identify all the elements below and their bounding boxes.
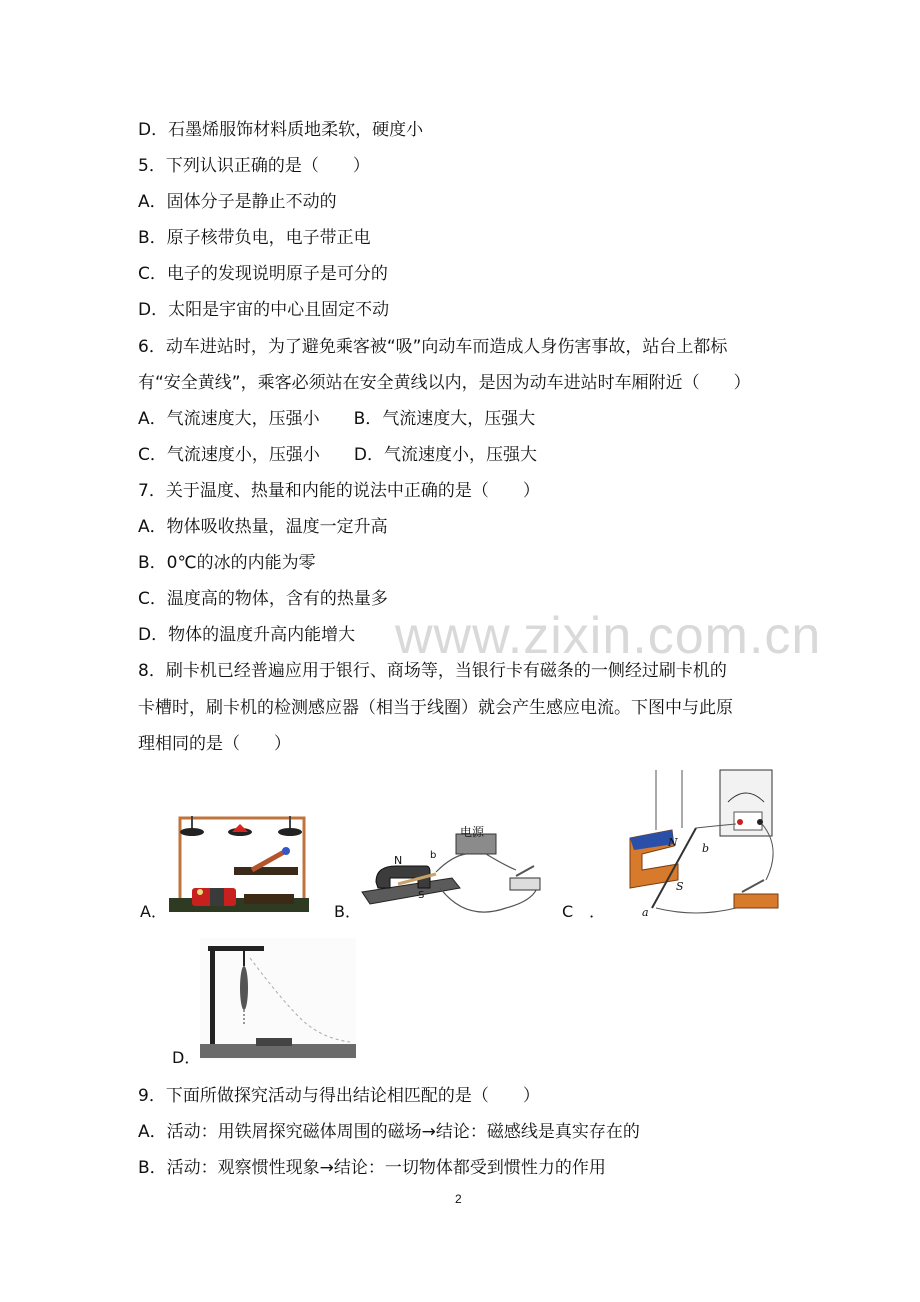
text-line: 卡槽时，刷卡机的检测感应器（相当于线圈）就会产生感应电流。下图中与此原 [138, 698, 733, 718]
text-line: B．活动：观察惯性现象→结论：一切物体都受到惯性力的作用 [138, 1158, 606, 1178]
figure-a-circuit [166, 812, 312, 916]
n-pole-label: N [394, 854, 403, 867]
text-line: 理相同的是（ ） [138, 734, 291, 754]
text-line: A．活动：用铁屑探究磁体周围的磁场→结论：磁感线是真实存在的 [138, 1122, 640, 1142]
s-pole-label: S [418, 890, 425, 901]
s-pole-label: S [676, 880, 684, 893]
text-line: D．物体的温度升高内能增大 [138, 625, 356, 645]
figure-d-pendulum [200, 938, 356, 1060]
watermark: www.zixin.com.cn [395, 607, 822, 665]
text-line: 6．动车进站时，为了避免乘客被“吸”向动车而造成人身伤害事故，站台上都标 [138, 337, 728, 357]
text-line: 5．下列认识正确的是（ ） [138, 156, 370, 176]
text-line: 8．刷卡机已经普遍应用于银行、商场等，当银行卡有磁条的一侧经过刷卡机的 [138, 661, 727, 681]
text-line: 9．下面所做探究活动与得出结论相匹配的是（ ） [138, 1086, 540, 1106]
text-line: 有“安全黄线”，乘客必须站在安全黄线以内，是因为动车进站时车厢附近（ ） [138, 373, 751, 393]
text-line: A．气流速度大，压强小 B．气流速度大，压强大 [138, 409, 536, 429]
figure-c-induction [626, 768, 782, 920]
option-c-label: C ． [562, 902, 606, 921]
power-source-label: 电源 [460, 826, 485, 839]
text-line: C．气流速度小，压强小 D．气流速度小，压强大 [138, 445, 537, 465]
text-line: B．原子核带负电，电子带正电 [138, 228, 371, 248]
text-line: A．固体分子是静止不动的 [138, 192, 337, 212]
n-pole-label: N [668, 836, 678, 849]
text-line: D．太阳是宇宙的中心且固定不动 [138, 300, 390, 320]
wire-a-label: a [642, 906, 649, 919]
text-line: C．电子的发现说明原子是可分的 [138, 264, 388, 284]
option-d-label: D． [172, 1048, 201, 1067]
text-line: 7．关于温度、热量和内能的说法中正确的是（ ） [138, 481, 540, 501]
option-b-label: B． [334, 902, 361, 921]
page-number: 2 [455, 1192, 462, 1206]
text-line: C．温度高的物体，含有的热量多 [138, 589, 388, 609]
text-line: D．石墨烯服饰材料质地柔软，硬度小 [138, 120, 424, 140]
wire-b-label: b [430, 850, 437, 861]
text-line: B．0℃的冰的内能为零 [138, 553, 316, 573]
option-a-label: A． [140, 902, 167, 921]
figure-b-motor [356, 826, 552, 920]
text-line: A．物体吸收热量，温度一定升高 [138, 517, 388, 537]
wire-b-label: b [702, 842, 710, 855]
